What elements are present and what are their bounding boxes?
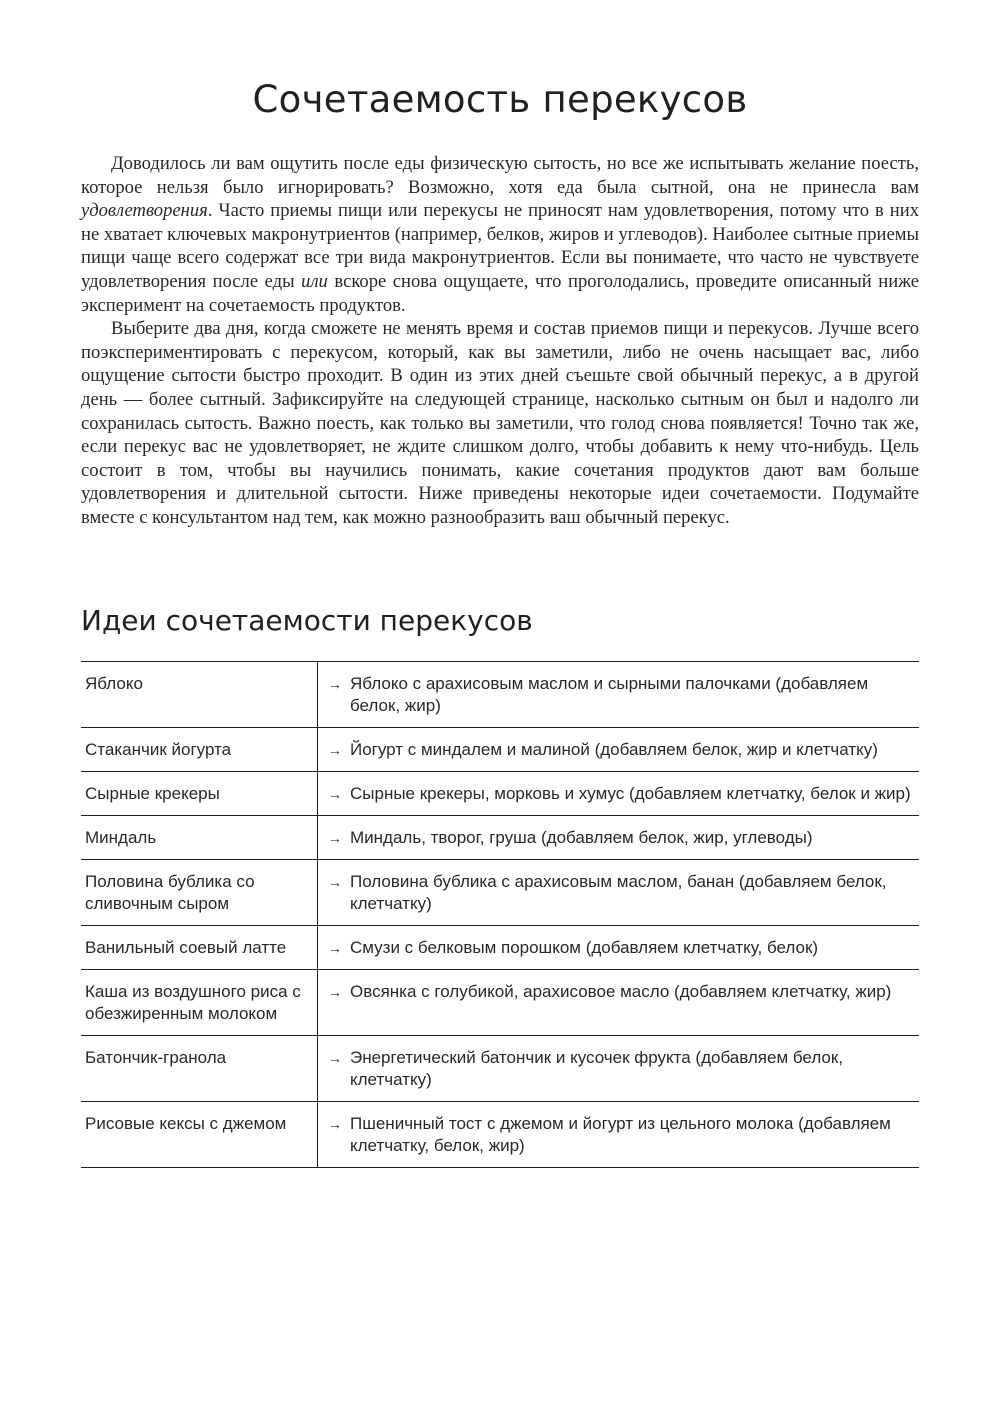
arrow-right-icon: → xyxy=(328,830,342,846)
combo-cell xyxy=(318,728,920,772)
text-span: Доводилось ли вам ощутить после еды физическую сытость, но все же испытывать желание поесть, которое нельзя было игнорировать? Возможно, хотя еда была сытной, она не принесла вам xyxy=(81,153,919,198)
table-row xyxy=(81,1036,919,1102)
table-row xyxy=(81,1102,919,1168)
section-title: Идеи сочетаемости перекусов xyxy=(81,604,533,637)
snack-cell: Стаканчик йогурта xyxy=(81,728,318,772)
snack-cell: Каша из воздушного риса с обезжиренным молоком xyxy=(81,970,318,1036)
combo-text: Овсянка с голубикой, арахисовое масло (добавляем клетчатку, жир) xyxy=(350,982,892,1001)
snack-cell: Ванильный соевый латте xyxy=(81,926,318,970)
arrow-right-icon: → xyxy=(328,1116,342,1132)
combo-text: Энергетический батончик и кусочек фрукта (добавляем белок, клетчатку) xyxy=(350,1048,844,1089)
text-span: . Часто приемы пищи или перекусы не приносят нам удовлетворения, потому что в них не хватает ключевых макронутриентов (например, белков, жиров и углеводов). Наиболее сытные приемы пищи чаще всего содержат все три вида макронутриентов. Если вы понимаете, что часто не чувствуете удовлетворения после еды xyxy=(81,200,919,292)
snack-cell: Яблоко xyxy=(81,662,318,728)
combo-text: Смузи с белковым порошком (добавляем клетчатку, белок) xyxy=(350,938,819,957)
table-row xyxy=(81,816,919,860)
arrow-right-icon: → xyxy=(328,676,342,692)
combo-text: Миндаль, творог, груша (добавляем белок, жир, углеводы) xyxy=(350,828,813,847)
snack-combinations-table xyxy=(81,661,919,1168)
arrow-right-icon: → xyxy=(328,786,342,802)
snack-cell: Рисовые кексы с джемом xyxy=(81,1102,318,1168)
table-row xyxy=(81,772,919,816)
snack-cell: Батончик-гранола xyxy=(81,1036,318,1102)
table-row xyxy=(81,728,919,772)
combo-cell xyxy=(318,1036,920,1102)
combo-cell xyxy=(318,1102,920,1168)
arrow-right-icon: → xyxy=(328,940,342,956)
table-row xyxy=(81,662,919,728)
combo-cell xyxy=(318,662,920,728)
text-span: вскоре снова ощущаете, что проголодались, проведите описанный ниже эксперимент на сочетаемость продуктов. xyxy=(81,270,919,316)
table-row xyxy=(81,860,919,926)
paragraph-1 xyxy=(81,152,919,317)
combo-text: Сырные крекеры, морковь и хумус (добавляем клетчатку, белок и жир) xyxy=(350,784,911,803)
combo-cell xyxy=(318,860,920,926)
italic-span: удовлетворения xyxy=(81,200,208,222)
snack-cell: Сырные крекеры xyxy=(81,772,318,816)
paragraph-2 xyxy=(81,317,919,529)
combo-cell xyxy=(318,772,920,816)
snack-cell: Миндаль xyxy=(81,816,318,860)
italic-span: или xyxy=(301,270,328,292)
combo-cell xyxy=(318,926,920,970)
arrow-right-icon: → xyxy=(328,984,342,1000)
combo-text: Йогурт с миндалем и малиной (добавляем белок, жир и клетчатку) xyxy=(350,740,878,759)
arrow-right-icon: → xyxy=(328,874,342,890)
combo-cell xyxy=(318,970,920,1036)
table-row xyxy=(81,970,919,1036)
combo-text: Пшеничный тост с джемом и йогурт из цельного молока (добавляем клетчатку, белок, жир) xyxy=(350,1114,891,1155)
combo-text: Половина бублика с арахисовым маслом, банан (добавляем белок, клетчатку) xyxy=(350,872,887,913)
combo-text: Яблоко с арахисовым маслом и сырными палочками (добавляем белок, жир) xyxy=(350,674,869,715)
table-row xyxy=(81,926,919,970)
text-span: Выберите два дня, когда сможете не менять время и состав приемов пищи и перекусов. Лучше всего поэкспериментировать с перекусом, который, как вы заметили, либо не очень насыщает вас, либо ощущение сытости быстро проходит. В один из этих дней съешьте свой обычный перекус, а в другой день — более сытный. Зафиксируйте на следующей странице, насколько сытным он был и надолго ли сохранилась сытость. Важно поесть, как только вы заметили, что голод снова появляется! Точно так же, если перекус вас не удовлетворяет, не ждите слишком долго, чтобы добавить к нему что-нибудь. Цель состоит в том, чтобы вы научились понимать, какие сочетания продуктов дают вам больше удовлетворения и длительной сытости. Ниже приведены некоторые идеи сочетаемости. Подумайте вместе с консультантом над тем, как можно разнообразить ваш обычный перекус. xyxy=(81,318,919,528)
arrow-right-icon: → xyxy=(328,742,342,758)
page-title: Сочетаемость перекусов xyxy=(252,78,748,121)
intro-text xyxy=(81,152,919,530)
snack-cell: Половина бублика со сливочным сыром xyxy=(81,860,318,926)
arrow-right-icon: → xyxy=(328,1050,342,1066)
combo-cell xyxy=(318,816,920,860)
